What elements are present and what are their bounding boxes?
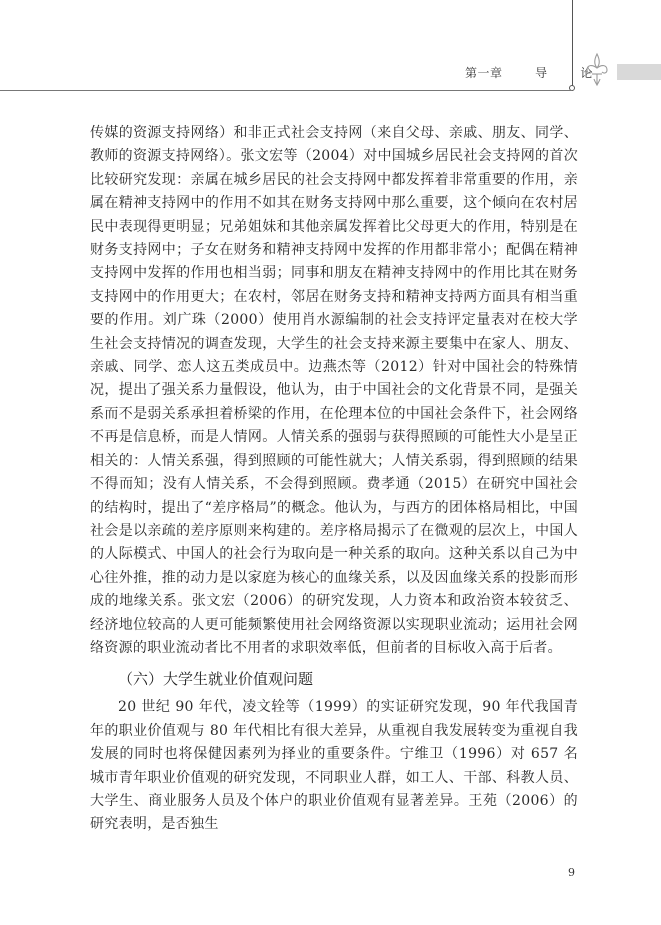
chapter-number: 第一章 [465,66,503,80]
body-paragraph: 传媒的资源支持网络）和非正式社会支持网（来自父母、亲戚、朋友、同学、教师的资源支持网络）。张文宏等（2004）对中国城乡居民社会支持网的首次比较研究发现：亲属在城乡居民的社会支持网中都发挥着非常重要的作用，亲属在精神支持网中的作用不如其在财务支持网中那么重要，这个倾向在农村居民中表现得更明显；兄弟姐妹和其他亲属发挥着比父母更大的作用，特别是在财务支持网中；子女在财务和精神支持网中发挥的作用都非常小；配偶在精神支持网中发挥的作用也相当弱；同事和朋友在精神支持网中的作用比其在财务支持网中的作用更大；在农村，邻居在财务支持和精神支持两方面具有相当重要的作用。刘广珠（2000）使用肖水源编制的社会支持评定量表对在校大学生社会支持情况的调查发现，大学生的社会支持来源主要集中在家人、朋友、亲戚、同学、恋人这五类成员中。边燕杰等（2012）针对中国社会的特殊情况，提出了强关系力量假设，他认为，由于中国社会的文化背景不同，是强关系而不是弱关系承担着桥梁的作用，在伦理本位的中国社会条件下，社会网络不再是信息桥，而是人情网。人情关系的强弱与获得照顾的可能性大小是呈正相关的：人情关系强，得到照顾的可能性就大；人情关系弱，得到照顾的结果不得而知；没有人情关系，不会得到照顾。费孝通（2015）在研究中国社会的结构时，提出了“差序格局”的概念。他认为，与西方的团体格局相比，中国社会是以亲疏的差序原则来构建的。差序格局揭示了在微观的层次上，中国人的人际模式、中国人的社会行为取向是一种关系的取向。这种关系以自己为中心往外推，推的动力是以家庭为核心的血缘关系，以及因血缘关系的投影而形成的地缘关系。张文宏（2006）的研究发现，人力资本和政治资本较贫乏、经济地位较高的人更可能频繁使用社会网络资源以实现职业流动；运用社会网络资源的职业流动者比不用者的求职效率低，但前者的目标收入高于后者。 [90,125,578,656]
body-paragraph: 20 世纪 90 年代，凌文辁等（1999）的实证研究发现，90 年代我国青年的职业价值观与 80 年代相比有很大差异，从重视自我发展转变为重视自我发展的同时也将保健因素列为择业的重要条件。宁维卫（1996）对 657 名城市青年职业价值观的研究发现，不同职业人群，如工人、干部、科教人员、大学生、商业服务人员及个体户的职业价值观有显著差异。王苑（2006）的研究表明，是否独生 [90,699,578,833]
section-heading: （六）大学生就业价值观问题 [118,670,314,689]
fleur-de-lis-icon [584,52,610,88]
running-header [465,64,593,81]
page-number: 9 [568,866,575,879]
page-body [90,122,578,837]
header-horizontal-rule [0,90,572,91]
chapter-title-first-char: 导 [535,66,548,80]
chapter-title-second-char: 论 [580,66,593,80]
header-gray-band [617,64,661,80]
